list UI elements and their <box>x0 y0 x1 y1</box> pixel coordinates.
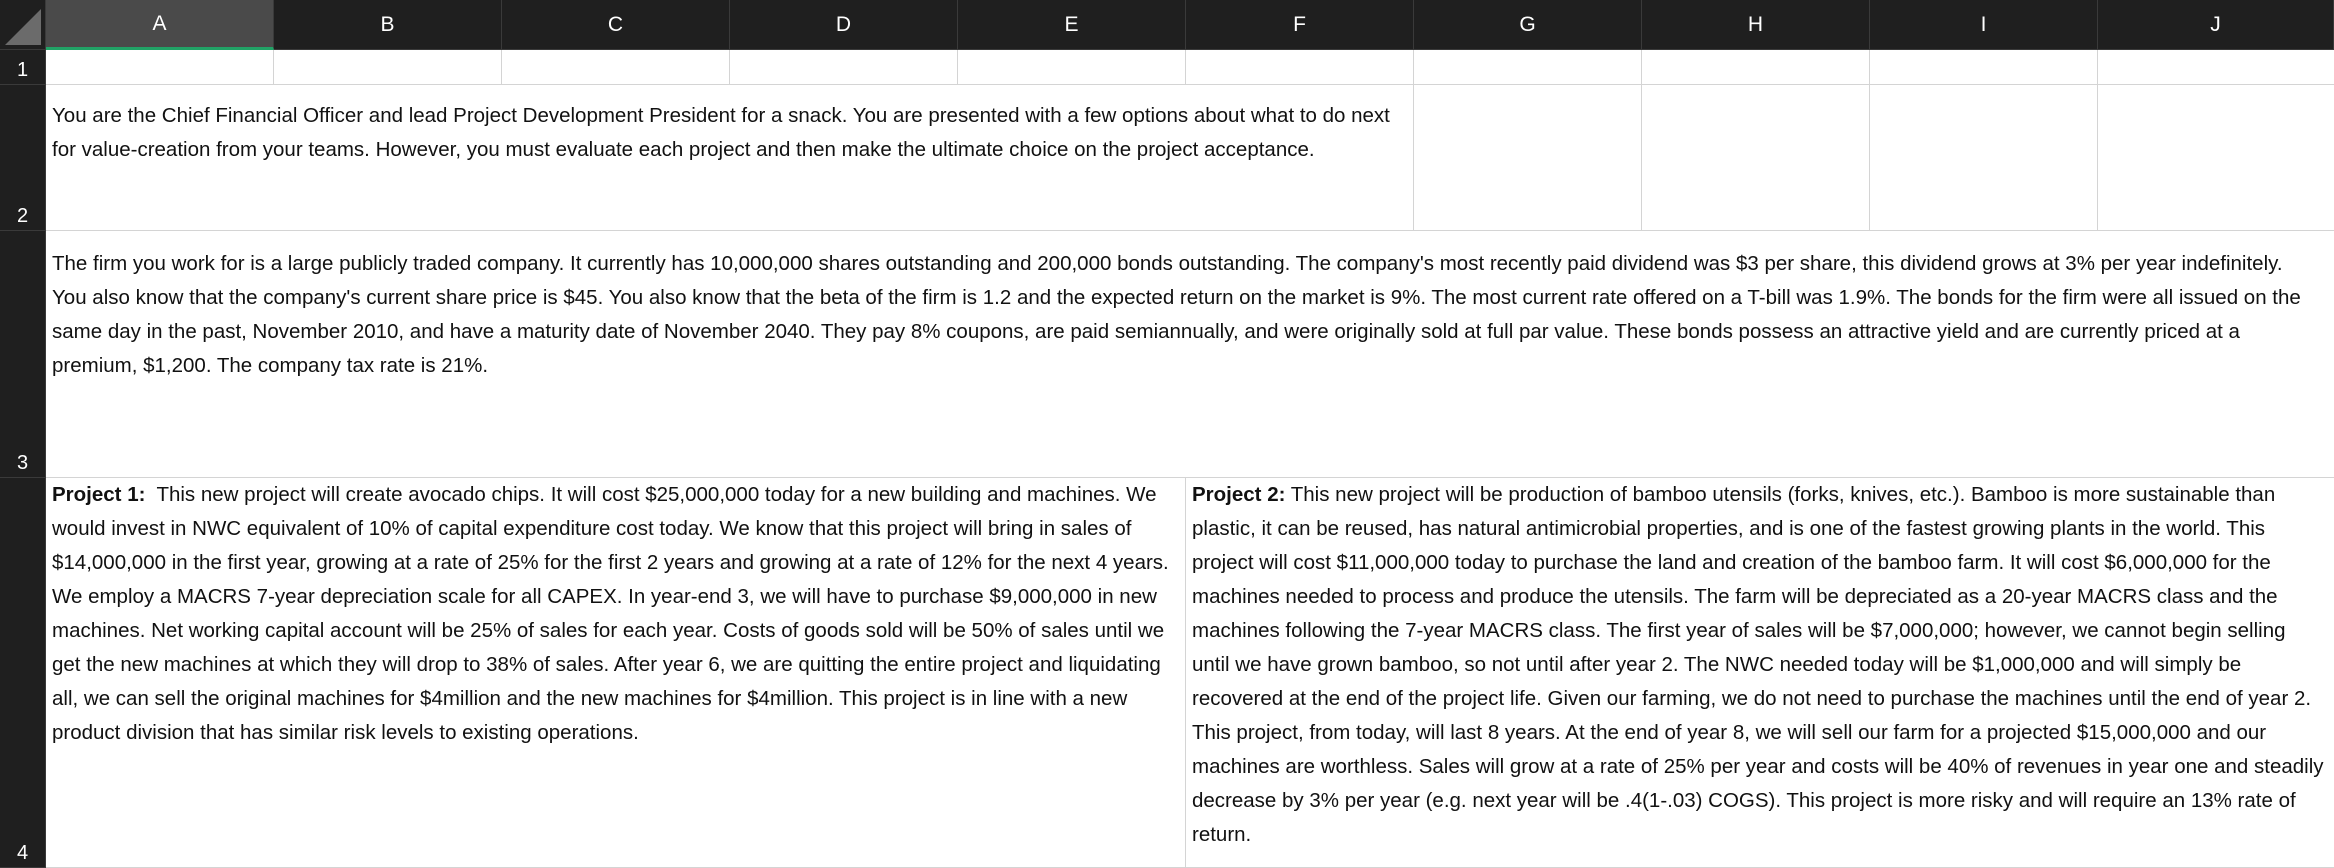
project-2-text: This new project will be production of bamboo utensils (forks, knives, etc.). Bamboo is more sustainable than plastic, it can be reused, has natural antimicrobial properties, and is one of the fastest growing plants in the world. This project will cost $11,000,000 today to purchase the land and creation of the bamboo farm. It will cost $6,000,000 for the machines needed to process and produce the utensils. The farm will be depreciated as a 20-year MACRS class and the machines following the 7-year MACRS class. The first year of sales will be $7,000,000; however, we cannot begin selling until we have grown bamboo, so not until after year 2. The NWC needed today will be $1,000,000 and will simply be recovered at the end of the project life. Given our farming, we do not need to purchase the machines until the end of year 2. This project, from today, will last 8 years. At the end of year 8, we will sell our farm for a projected $15,000,000 and our machines are worthless. Sales will grow at a rate of 25% per year and costs will be 40% of revenues in year one and steadily decrease by 3% per year (e.g. next year will be .4(1-.03) COGS). This project is more risky and will require an 13% rate of return. <box>1192 483 2324 846</box>
select-all-corner[interactable] <box>0 0 46 50</box>
column-header-j[interactable]: J <box>2098 0 2334 50</box>
intro-text: You are the Chief Financial Officer and lead Project Development President for a snack. You are presented with a few options about what to do next for value-creation from your teams. However, you must evaluate each project and then make the ultimate choice on the project acceptance. <box>52 104 1390 161</box>
row-header-2[interactable]: 2 <box>0 85 46 231</box>
project-1-paragraph <box>52 478 1179 750</box>
project-1-text: This new project will create avocado chips. It will cost $25,000,000 today for a new building and machines. We would invest in NWC equivalent of 10% of capital expenditure cost today. We know that this project will bring in sales of $14,000,000 in the first year, growing at a rate of 25% for the first 2 years and growing at a rate of 12% for the next 4 years. We employ a MACRS 7-year depreciation scale for all CAPEX. In year-end 3, we will have to purchase $9,000,000 in new machines. Net working capital account will be 25% of sales for each year. Costs of goods sold will be 50% of sales until we get the new machines at which they will drop to 38% of sales. After year 6, we are quitting the entire project and liquidating all, we can sell the original machines for $4million and the new machines for $4million. This project is in line with a new product division that has similar risk levels to existing operations. <box>52 483 1169 744</box>
row-header-3[interactable]: 3 <box>0 231 46 478</box>
cell-grid <box>46 50 2334 868</box>
row-header-1[interactable]: 1 <box>0 50 46 85</box>
column-header-f[interactable]: F <box>1186 0 1414 50</box>
column-header-i[interactable]: I <box>1870 0 2098 50</box>
project-2-paragraph <box>1192 478 2328 852</box>
column-header-c[interactable]: C <box>502 0 730 50</box>
select-all-triangle-icon <box>5 9 41 45</box>
column-header-g[interactable]: G <box>1414 0 1642 50</box>
column-header-b[interactable]: B <box>274 0 502 50</box>
row-header-4[interactable]: 4 <box>0 478 46 868</box>
cell-a4-project-1[interactable] <box>46 478 1185 867</box>
column-header-d[interactable]: D <box>730 0 958 50</box>
cell-a1[interactable] <box>46 50 274 85</box>
cell-a3-firm-info[interactable] <box>46 231 2334 477</box>
column-header-h[interactable]: H <box>1642 0 1870 50</box>
firm-info-text: The firm you work for is a large publicly traded company. It currently has 10,000,000 shares outstanding and 200,000 bonds outstanding. The company's most recently paid dividend was $3 per share, this dividend grows at 3% per year indefinitely. You also know that the company's current share price is $45. You also know that the beta of the firm is 1.2 and the expected return on the market is 9%. The most current rate offered on a T-bill was 1.9%. The bonds for the firm were all issued on the same day in the past, November 2010, and have a maturity date of November 2040. They pay 8% coupons, are paid semiannually, and were originally sold at full par value. These bonds possess an attractive yield and are currently priced at a premium, $1,200. The company tax rate is 21%. <box>52 252 2301 377</box>
column-header-a[interactable]: A <box>46 0 274 50</box>
column-headers <box>46 0 2334 50</box>
column-header-e[interactable]: E <box>958 0 1186 50</box>
cell-a2-intro[interactable] <box>46 85 1413 230</box>
cell-f4-project-2[interactable] <box>1186 478 2334 867</box>
project-2-label: Project 2: <box>1192 483 1286 506</box>
project-1-label: Project 1: <box>52 483 146 506</box>
